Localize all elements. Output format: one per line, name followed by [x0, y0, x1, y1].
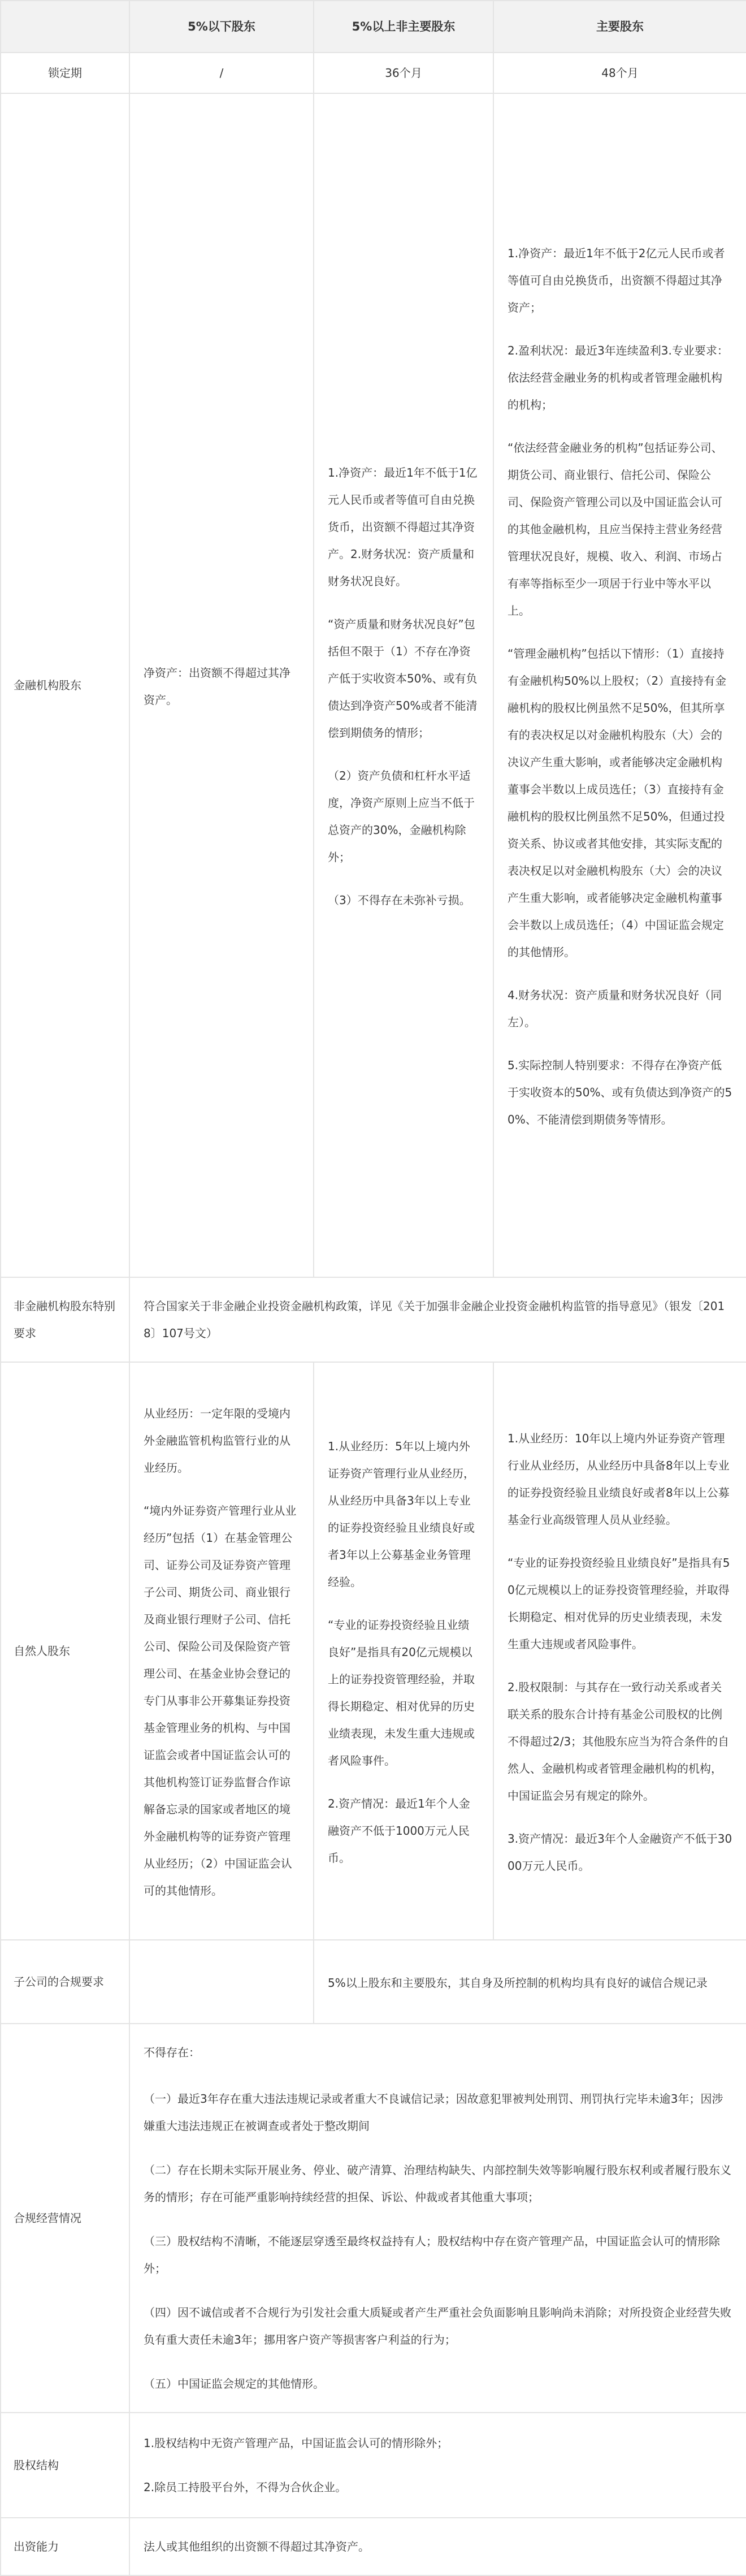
natural-below-5pct [129, 1362, 314, 1940]
financial-major-para-4: “管理金融机构”包括以下情形：（1）直接持有金融机构50%以上股权；（2）直接持有金融机构的股权比例虽然不足50%，但其所享有的表决权足以对金融机构股东（大）会的决议产生重大影响，或者能够决定金融机构董事会半数以上成员选任；（3）直接持有金融机构的股权比例虽然不足50%，但通过投资关系、协议或者其他安排，其实际支配的表决权足以对金融机构股东（大）会的决议产生重大影响，或者能够决定金融机构董事会半数以上成员选任；（4）中国证监会规定的其他情形。 [508, 647, 727, 959]
compliance-intro: 不得存在： [144, 2046, 200, 2059]
financial-below-5pct [129, 93, 314, 1277]
row-capital-capacity [1, 2518, 746, 2575]
natural-major-para-3: 2.股权限制：与其存在一致行动关系或者关联关系的股东合计持有基金公司股权的比例不得超过2/3；其他股东应当为符合条件的自然人、金融机构或者管理金融机构的机构，中国证监会另有规定的除外。 [508, 1680, 730, 1803]
lock-period-below-5pct: / [129, 53, 314, 93]
financial-major-para-5: 4.财务状况：资产质量和财务状况良好（同左）。 [508, 988, 722, 1029]
row-equity-structure [1, 2413, 746, 2518]
compliance-item-5: （五）中国证监会规定的其他情形。 [144, 2377, 324, 2391]
lock-period-above-5pct: 36个月 [314, 53, 493, 93]
lock-period-major: 48个月 [493, 53, 746, 93]
financial-label: 金融机构股东 [1, 93, 129, 1277]
financial-above-5pct-para-2: “资产质量和财务状况良好”包括但不限于（1）不存在净资产低于实收资本50%、或有负债达到净资产50%或者不能清偿到期债务的情形； [328, 617, 478, 740]
equity-content [129, 2413, 746, 2518]
natural-below-5pct-para-2: “境内外证券资产管理行业从业经历”包括（1）在基金管理公司、证券公司及证券资产管理子公司、期货公司、商业银行及商业银行理财子公司、信托公司、保险公司及保险资产管理公司、在基金业协会登记的专门从事非公开募集证券投资基金管理业务的机构、与中国证监会或者中国证监会认可的其他机构签订证券监督合作谅解备忘录的国家或者地区的境外金融机构等的证券资产管理从业经历；（2）中国证监会认可的其他情形。 [144, 1504, 297, 1898]
financial-major [493, 93, 746, 1277]
compliance-item-3: （三）股权结构不清晰，不能逐层穿透至最终权益持有人；股权结构中存在资产管理产品，中国证监会认可的情形除外； [144, 2234, 720, 2275]
natural-major [493, 1362, 746, 1940]
natural-major-para-4: 3.资产情况：最近3年个人金融资产不低于3000万元人民币。 [508, 1832, 732, 1873]
compliance-content [129, 2024, 746, 2413]
equity-label: 股权结构 [1, 2413, 129, 2518]
capital-content: 法人或其他组织的出资额不得超过其净资产。 [129, 2518, 746, 2575]
nonfinancial-label: 非金融机构股东特别要求 [1, 1277, 129, 1362]
equity-item-2: 2.除员工持股平台外，不得为合伙企业。 [144, 2480, 347, 2494]
header-blank-cell [1, 1, 129, 53]
subsidiary-below-5pct [129, 1940, 314, 2024]
capital-label: 出资能力 [1, 2518, 129, 2575]
natural-above-5pct-para-1: 1.从业经历：5年以上境内外证券资产管理行业从业经历，从业经历中具备3年以上专业的证券投资经验且业绩良好或者3年以上公募基金业务管理经验。 [328, 1440, 475, 1589]
compliance-item-4: （四）因不诚信或者不合规行为引发社会重大质疑或者产生严重社会负面影响且影响尚未消除；对所投资企业经营失败负有重大责任未逾3年；挪用客户资产等损害客户利益的行为； [144, 2306, 731, 2346]
natural-above-5pct [314, 1362, 493, 1940]
subsidiary-content: 5%以上股东和主要股东，其自身及所控制的机构均具有良好的诚信合规记录 [314, 1940, 746, 2024]
natural-label: 自然人股东 [1, 1362, 129, 1940]
row-lock-period [1, 53, 746, 93]
row-natural-person [1, 1362, 746, 1940]
financial-above-5pct-para-1: 1.净资产：最近1年不低于1亿元人民币或者等值可自由兑换货币，出资额不得超过其净资产。2.财务状况：资产质量和财务状况良好。 [328, 466, 478, 588]
natural-above-5pct-para-3: 2.资产情况：最近1年个人金融资产不低于1000万元人民币。 [328, 1797, 470, 1865]
lock-period-label: 锁定期 [1, 53, 129, 93]
financial-above-5pct-para-3: （2）资产负债和杠杆水平适度，净资产原则上应当不低于总资产的30%，金融机构除外； [328, 769, 475, 864]
header-above-5pct-non-major: 5%以上非主要股东 [314, 1, 493, 53]
row-compliance-operation [1, 2024, 746, 2413]
financial-above-5pct [314, 93, 493, 1277]
nonfinancial-content: 符合国家关于非金融企业投资金融机构政策，详见《关于加强非金融企业投资金融机构监管的指导意见》（银发〔2018〕107号文） [129, 1277, 746, 1362]
subsidiary-label: 子公司的合规要求 [1, 1940, 129, 2024]
row-non-financial-institution [1, 1277, 746, 1362]
financial-below-5pct-text: 净资产：出资额不得超过其净资产。 [144, 666, 290, 707]
header-below-5pct: 5%以下股东 [129, 1, 314, 53]
financial-major-para-2: 2.盈利状况：最近3年连续盈利3.专业要求：依法经营金融业务的机构或者管理金融机构的机构； [508, 344, 728, 412]
natural-above-5pct-para-2: “专业的证券投资经验且业绩良好”是指具有20亿元规模以上的证券投资管理经验，并取得长期稳定、相对优异的历史业绩表现，未发生重大违规或者风险事件。 [328, 1618, 475, 1767]
financial-major-para-6: 5.实际控制人特别要求：不得存在净资产低于实收资本的50%、或有负债达到净资产的50%、不能清偿到期债务等情形。 [508, 1058, 732, 1126]
compliance-label: 合规经营情况 [1, 2024, 129, 2413]
compliance-item-2: （二）存在长期未实际开展业务、停业、破产清算、治理结构缺失、内部控制失效等影响履行股东权利或者履行股东义务的情形；存在可能严重影响持续经营的担保、诉讼、仲裁或者其他重大事项； [144, 2163, 731, 2204]
natural-major-para-2: “专业的证券投资经验且业绩良好”是指具有50亿元规模以上的证券投资管理经验，并取得长期稳定、相对优异的历史业绩表现，未发生重大违规或者风险事件。 [508, 1556, 730, 1651]
header-major-shareholder: 主要股东 [493, 1, 746, 53]
financial-major-para-1: 1.净资产：最近1年不低于2亿元人民币或者等值可自由兑换货币，出资额不得超过其净资产； [508, 247, 725, 314]
compliance-item-1: （一）最近3年存在重大违法违规记录或者重大不良诚信记录；因故意犯罪被判处刑罚、刑罚执行完毕未逾3年；因涉嫌重大违法违规正在被调查或者处于整改期间 [144, 2092, 723, 2133]
equity-item-1: 1.股权结构中无资产管理产品，中国证监会认可的情形除外； [144, 2436, 449, 2450]
natural-below-5pct-para-1: 从业经历：一定年限的受境内外金融监管机构监管行业的从业经历。 [144, 1407, 290, 1475]
financial-above-5pct-para-4: （3）不得存在未弥补亏损。 [328, 893, 471, 907]
row-financial-institution [1, 93, 746, 1277]
natural-major-para-1: 1.从业经历：10年以上境内外证券资产管理行业从业经历，从业经历中具备8年以上专业的证券投资经验且业绩良好或者8年以上公募基金行业高级管理人员从业经验。 [508, 1432, 730, 1527]
financial-major-para-3: “依法经营金融业务的机构”包括证券公司、期货公司、商业银行、信托公司、保险公司、保险资产管理公司以及中国证监会认可的其他金融机构，且应当保持主营业务经营管理状况良好，规模、收入、利润、市场占有率等指标至少一项居于行业中等水平以上。 [508, 441, 723, 617]
header-row [1, 1, 746, 53]
row-subsidiary-compliance [1, 1940, 746, 2024]
